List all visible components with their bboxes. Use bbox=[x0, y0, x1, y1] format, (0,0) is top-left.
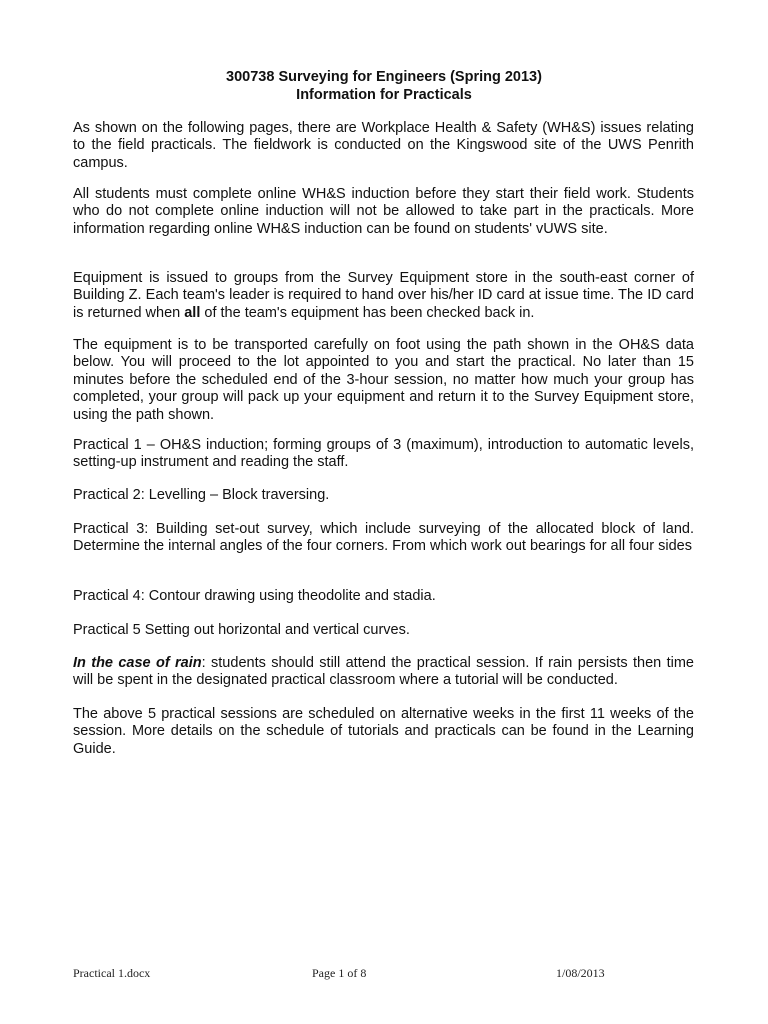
rain-label: In the case of rain bbox=[73, 655, 202, 671]
practical-2-item: Practical 2: Levelling – Block traversing. bbox=[73, 487, 330, 503]
equipment-text-before: Equipment is issued to groups from the Survey Equipment store in the south-east corner of Building Z. Each team's leader is required to hand over his/her ID card at issue time. The ID card is returned when bbox=[73, 270, 694, 321]
equipment-text-after: of the team's equipment has been checked back in. bbox=[200, 304, 535, 321]
practical-4-item: Practical 4: Contour drawing using theodolite and stadia. bbox=[73, 588, 436, 604]
footer-page-number: Page 1 of 8 bbox=[312, 966, 367, 980]
paragraph-equipment bbox=[73, 270, 694, 322]
paragraph-rain bbox=[73, 655, 694, 690]
rain-text: : students should still attend the practical session. If rain persists then time will be spent in the designated practical classroom where a tutorial will be conducted. bbox=[73, 655, 694, 689]
paragraph-schedule: The above 5 practical sessions are scheduled on alternative weeks in the first 11 weeks of the session. More details on the schedule of tutorials and practicals can be found in the Learning Guide. bbox=[73, 706, 694, 757]
document-title: 300738 Surveying for Engineers (Spring 2013) bbox=[226, 69, 542, 85]
practical-5-item: Practical 5 Setting out horizontal and vertical curves. bbox=[73, 622, 410, 638]
document-subtitle: Information for Practicals bbox=[296, 87, 472, 103]
footer-date: 1/08/2013 bbox=[556, 966, 605, 980]
footer-filename: Practical 1.docx bbox=[73, 966, 151, 980]
paragraph-induction: All students must complete online WH&S induction before they start their field work. Students who do not complete online induction will not be allowed to take part in the practicals. More information regarding online WH&S induction can be found on students' vUWS site. bbox=[73, 186, 694, 237]
practical-3-item: Practical 3: Building set-out survey, which include surveying of the allocated block of land. Determine the internal angles of the four corners. From which work out bearings for all four sides bbox=[73, 521, 694, 555]
paragraph-transport: The equipment is to be transported carefully on foot using the path shown in the OH&S data below. You will proceed to the lot appointed to you and start the practical. No later than 15 minutes before the scheduled end of the 3-hour session, no matter how much your group has completed, your group will pack up your equipment and return it to the Survey Equipment store, using the path shown. bbox=[73, 337, 694, 423]
practical-1-item: Practical 1 – OH&S induction; forming groups of 3 (maximum), introduction to automatic levels, setting-up instrument and reading the staff. bbox=[73, 437, 694, 471]
paragraph-whs-issues: As shown on the following pages, there are Workplace Health & Safety (WH&S) issues relating to the field practicals. The fieldwork is conducted on the Kingswood site of the UWS Penrith campus. bbox=[73, 120, 694, 171]
equipment-text-bold: all bbox=[184, 304, 201, 321]
